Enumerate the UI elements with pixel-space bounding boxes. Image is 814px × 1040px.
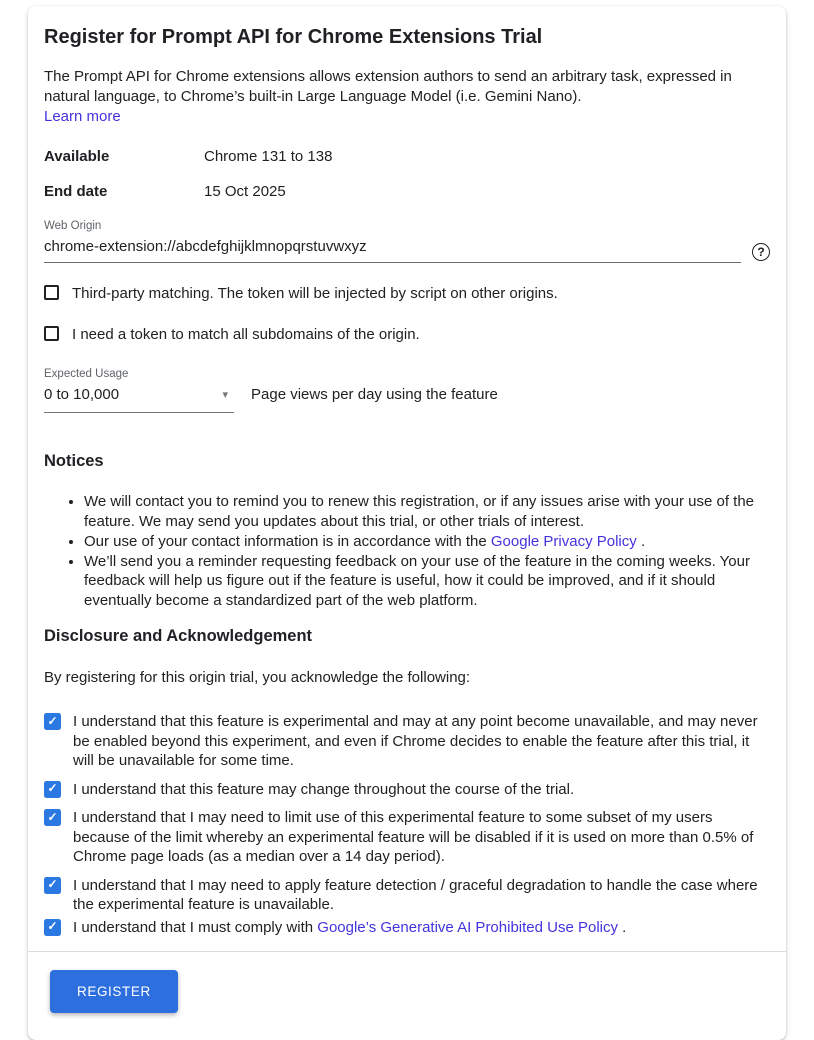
subdomain-matching-checkbox[interactable] xyxy=(44,326,59,341)
disclosure-section xyxy=(44,627,770,937)
subdomain-matching-label: I need a token to match all subdomains of the origin. xyxy=(72,326,420,343)
expected-usage-select[interactable] xyxy=(44,385,234,413)
learn-more-link[interactable]: Learn more xyxy=(44,108,121,125)
genai-prohibited-use-policy-link[interactable]: Google’s Generative AI Prohibited Use Policy xyxy=(317,918,618,936)
ack-text: I understand that I may need to apply feature detection / graceful degradation to handle the case where the experimental feature is unavailable. xyxy=(73,876,758,913)
page-title: Register for Prompt API for Chrome Extensions Trial xyxy=(44,26,543,48)
third-party-matching-label: Third-party matching. The token will be injected by script on other origins. xyxy=(72,285,558,302)
card-footer xyxy=(28,951,786,1040)
card-content xyxy=(28,6,786,951)
web-origin-label: Web Origin xyxy=(44,220,102,232)
dropdown-arrow-icon: ▾ xyxy=(222,389,228,401)
web-origin-row xyxy=(44,237,770,263)
notices-list xyxy=(44,492,770,610)
ack-item-genai-policy xyxy=(44,918,770,938)
end-date-row xyxy=(44,182,770,202)
help-icon[interactable]: ? xyxy=(752,243,770,261)
trial-description: The Prompt API for Chrome extensions allows extension authors to send an arbitrary task, expressed in natural language, to Chrome’s built-in Large Language Model (i.e. Gemini Nano). xyxy=(44,68,732,105)
ack-text-post: . xyxy=(618,918,627,936)
disclosure-intro: By registering for this origin trial, you acknowledge the following: xyxy=(44,669,471,686)
ack-text: I understand that this feature may change throughout the course of the trial. xyxy=(73,780,575,798)
third-party-matching-option xyxy=(44,284,770,304)
registration-card xyxy=(28,6,786,1040)
expected-usage-hint: Page views per day using the feature xyxy=(251,386,498,403)
notice-text-post: . xyxy=(636,532,646,550)
available-row xyxy=(44,147,770,167)
acknowledgement-list xyxy=(44,712,770,937)
ack-text: I understand that I must comply with xyxy=(73,918,318,936)
ack-text: I understand that this feature is experimental and may at any point become unavailable, and may never be enabled beyond this experiment, and even if Chrome decides to enable the feature after this trial, it will be unavailable for some time. xyxy=(73,713,758,769)
expected-usage-value: 0 to 10,000 xyxy=(44,386,120,403)
notice-item xyxy=(84,552,770,611)
ack-checkbox-experimental[interactable]: ✓ xyxy=(44,713,61,730)
ack-item-change xyxy=(44,780,770,800)
disclosure-heading: Disclosure and Acknowledgement xyxy=(44,627,313,645)
notices-section xyxy=(44,452,770,610)
web-origin-section xyxy=(44,219,770,263)
trial-details xyxy=(44,147,770,202)
ack-item-experimental xyxy=(44,712,770,771)
notice-item xyxy=(84,532,770,552)
third-party-matching-checkbox[interactable] xyxy=(44,285,59,300)
ack-text: I understand that I may need to limit use of this experimental feature to some subset of my users because of the limit whereby an experimental feature will be disabled if it is used on more than 0.5% of Chrome page loads (as a median over a 14 day period). xyxy=(73,809,754,865)
google-privacy-policy-link[interactable]: Google Privacy Policy xyxy=(490,532,637,550)
ack-label xyxy=(73,876,763,915)
ack-label xyxy=(73,918,626,938)
ack-checkbox-feature-detection[interactable]: ✓ xyxy=(44,877,61,894)
notice-text: We’ll send you a reminder requesting feedback on your use of the feature in the coming weeks. Your feedback will help us figure out if the feature is useful, how it could be improved, and if it should eventually become a standardized part of the web platform. xyxy=(84,552,750,609)
notices-heading: Notices xyxy=(44,452,104,470)
end-date-value: 15 Oct 2025 xyxy=(204,183,286,200)
ack-item-feature-detection xyxy=(44,876,770,915)
ack-checkbox-change[interactable]: ✓ xyxy=(44,781,61,798)
ack-label xyxy=(73,808,763,867)
available-value: Chrome 131 to 138 xyxy=(204,148,333,165)
ack-label xyxy=(73,712,763,771)
ack-checkbox-genai-policy[interactable]: ✓ xyxy=(44,919,61,936)
ack-checkbox-usage-limit[interactable]: ✓ xyxy=(44,809,61,826)
end-date-label: End date xyxy=(44,183,108,200)
ack-item-usage-limit xyxy=(44,808,770,867)
notice-text: We will contact you to remind you to renew this registration, or if any issues arise with your use of the feature. We may send you updates about this trial, or other trials of interest. xyxy=(84,493,755,530)
subdomain-matching-option xyxy=(44,325,770,345)
expected-usage-section xyxy=(44,367,770,413)
web-origin-input[interactable]: chrome-extension://abcdefghijklmnopqrstuvwxyz xyxy=(44,237,741,263)
notice-item xyxy=(84,492,770,531)
register-button[interactable]: REGISTER xyxy=(50,970,178,1013)
available-label: Available xyxy=(44,148,110,165)
expected-usage-label: Expected Usage xyxy=(44,368,129,380)
notice-text: Our use of your contact information is in accordance with the xyxy=(84,532,491,550)
expected-usage-row xyxy=(44,385,770,413)
ack-label xyxy=(73,780,574,800)
